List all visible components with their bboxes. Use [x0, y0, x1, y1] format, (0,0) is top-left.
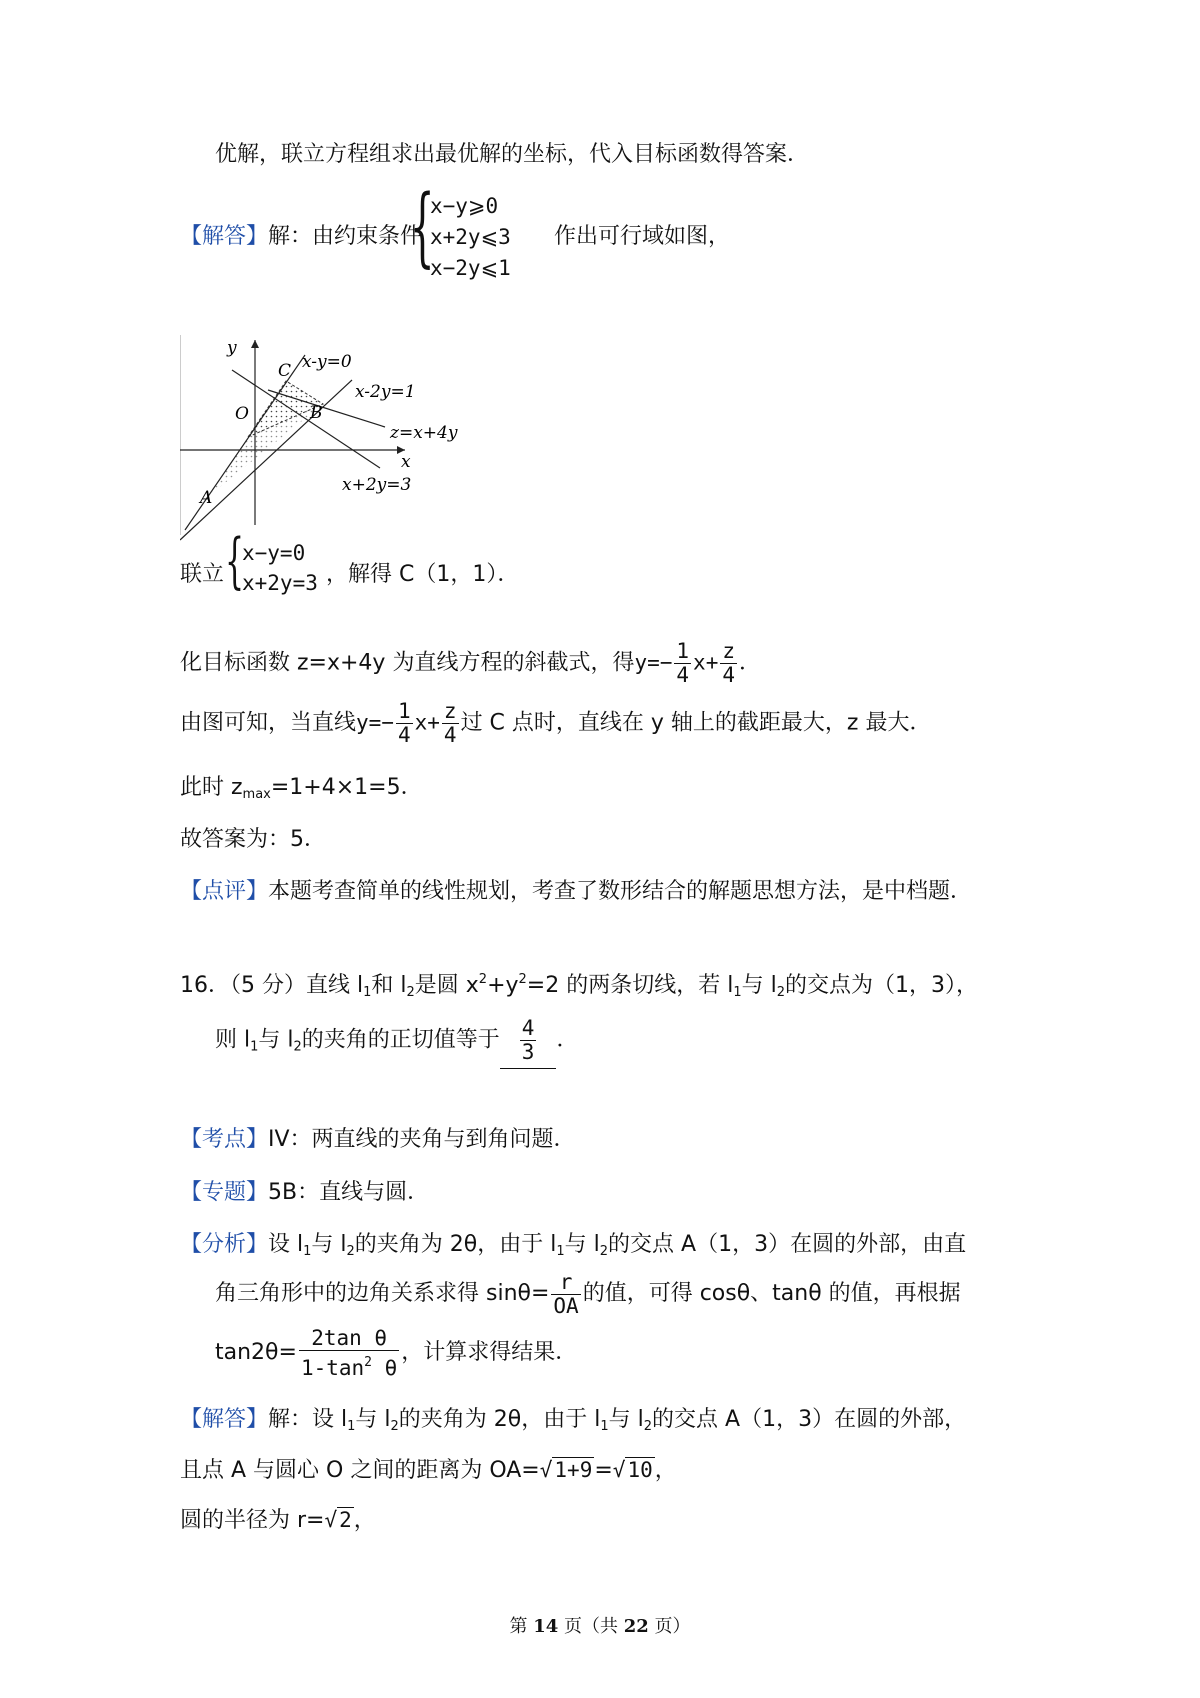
section-tag: 【专题】 [180, 1180, 269, 1205]
analysis-line: 角三角形中的边角关系求得 sinθ= $\frac{r}{OA}$ 的值，可得 cosθ、tanθ 的值，再根据 [215, 1269, 961, 1318]
text-line: 联立 [180, 562, 225, 587]
section-tag: 【考点】 [180, 1127, 269, 1152]
inequality-system: x−y⩾0 x+2y⩽3 x−2y⩽1 [430, 194, 511, 280]
analysis-line: 【分析】设 $l_1$与 $l_2$的夹角为 2θ，由于 $l_1$与 $l_2$的交点 A（1，3）在圆的外部，由直 [180, 1232, 967, 1259]
fraction: $\frac{1}{4}$ [676, 639, 690, 687]
text-line: 由图可知，当直线y=− $\frac{1}{4}$ x+ $\frac{z}{4}$ 过 C 点时，直线在 y 轴上的截距最大，z 最大． [180, 699, 932, 747]
text-line: 此时 $z_{max}=1+4\times 1=5$． [180, 775, 423, 802]
section-tag: 【解答】 [180, 1407, 269, 1432]
text-line: 化目标函数 z=x+4y 为直线方程的斜截式，得y=− $\frac{1}{4}$ x+ $\frac{z}{4}$ ． [180, 639, 762, 687]
text-line: 优解，联立方程组求出最优解的坐标，代入目标函数得答案． [215, 142, 810, 167]
feasible-region-figure [180, 335, 480, 555]
text-line: 作出可行域如图， [554, 224, 731, 249]
fraction: $\frac{\text{2tan θ}}{1-\tan^2 \theta}$ [300, 1325, 398, 1380]
brace: { [225, 526, 245, 596]
solution-line: 且点 A 与圆心 O 之间的距离为 OA=√1+9=√10， [180, 1458, 677, 1483]
section-tag: 【分析】 [180, 1232, 269, 1257]
solution-line: 【解答】解：设 $l_1$与 $l_2$的夹角为 2θ，由于 $l_1$与 $l_2$的交点 A（1，3）在圆的外部， [180, 1407, 967, 1434]
text-line: ，解得 C（1，1）． [326, 562, 520, 587]
fraction: $\frac{z}{4}$ [722, 639, 735, 687]
y-axis-label: y [227, 338, 237, 358]
line-label: x+2y=3 [342, 475, 412, 495]
point-label: O [235, 404, 249, 424]
solution-line: 圆的半径为 r=√2， [180, 1508, 376, 1533]
page-footer: 第 14 页（共 22 页） [509, 1616, 691, 1637]
answer-line: 【解答】解：由约束条件 [180, 224, 423, 249]
question-16: 16．（5 分）直线 $l_1$和 $l_2$是圆 $x^2+y^2=2$ 的两条切线，若 $l_1$与 $l_2$的交点为（1，3）， [180, 972, 978, 1000]
fraction: $\frac{z}{4}$ [443, 699, 457, 747]
fraction: $\frac{1}{4}$ [397, 699, 411, 747]
line-label: x-y=0 [302, 352, 352, 372]
x-axis-label: x [401, 452, 411, 472]
answer-blank: $\frac{4}{3}$ [500, 1012, 557, 1069]
review-line: 【点评】本题考查简单的线性规划，考查了数形结合的解题思想方法，是中档题． [180, 879, 973, 904]
section-tag: 【点评】 [180, 879, 269, 904]
point-label: B [310, 403, 323, 423]
analysis-line: tan2θ= $\frac{\text{2tan θ}}{1-\tan^2 \theta}$ ，计算求得结果． [215, 1325, 578, 1380]
fraction: $\frac{r}{OA}$ [553, 1269, 579, 1318]
text-line: 故答案为：5． [180, 827, 326, 852]
brace: { [410, 177, 435, 277]
question-16-line2: 则 $l_1$与 $l_2$的夹角的正切值等于 $\frac{4}{3}$ ． [215, 1012, 578, 1076]
zhuanti-line: 【专题】5B：直线与圆． [180, 1180, 430, 1205]
line-label: x-2y=1 [355, 382, 416, 402]
section-tag: 【解答】 [180, 224, 269, 249]
line-label: z=x+4y [390, 423, 458, 443]
equation-system: x−y=0 x+2y=3 [242, 541, 318, 595]
point-label: C [278, 361, 292, 381]
kaodian-line: 【考点】IV：两直线的夹角与到角问题． [180, 1127, 576, 1152]
point-label: A [200, 488, 213, 508]
